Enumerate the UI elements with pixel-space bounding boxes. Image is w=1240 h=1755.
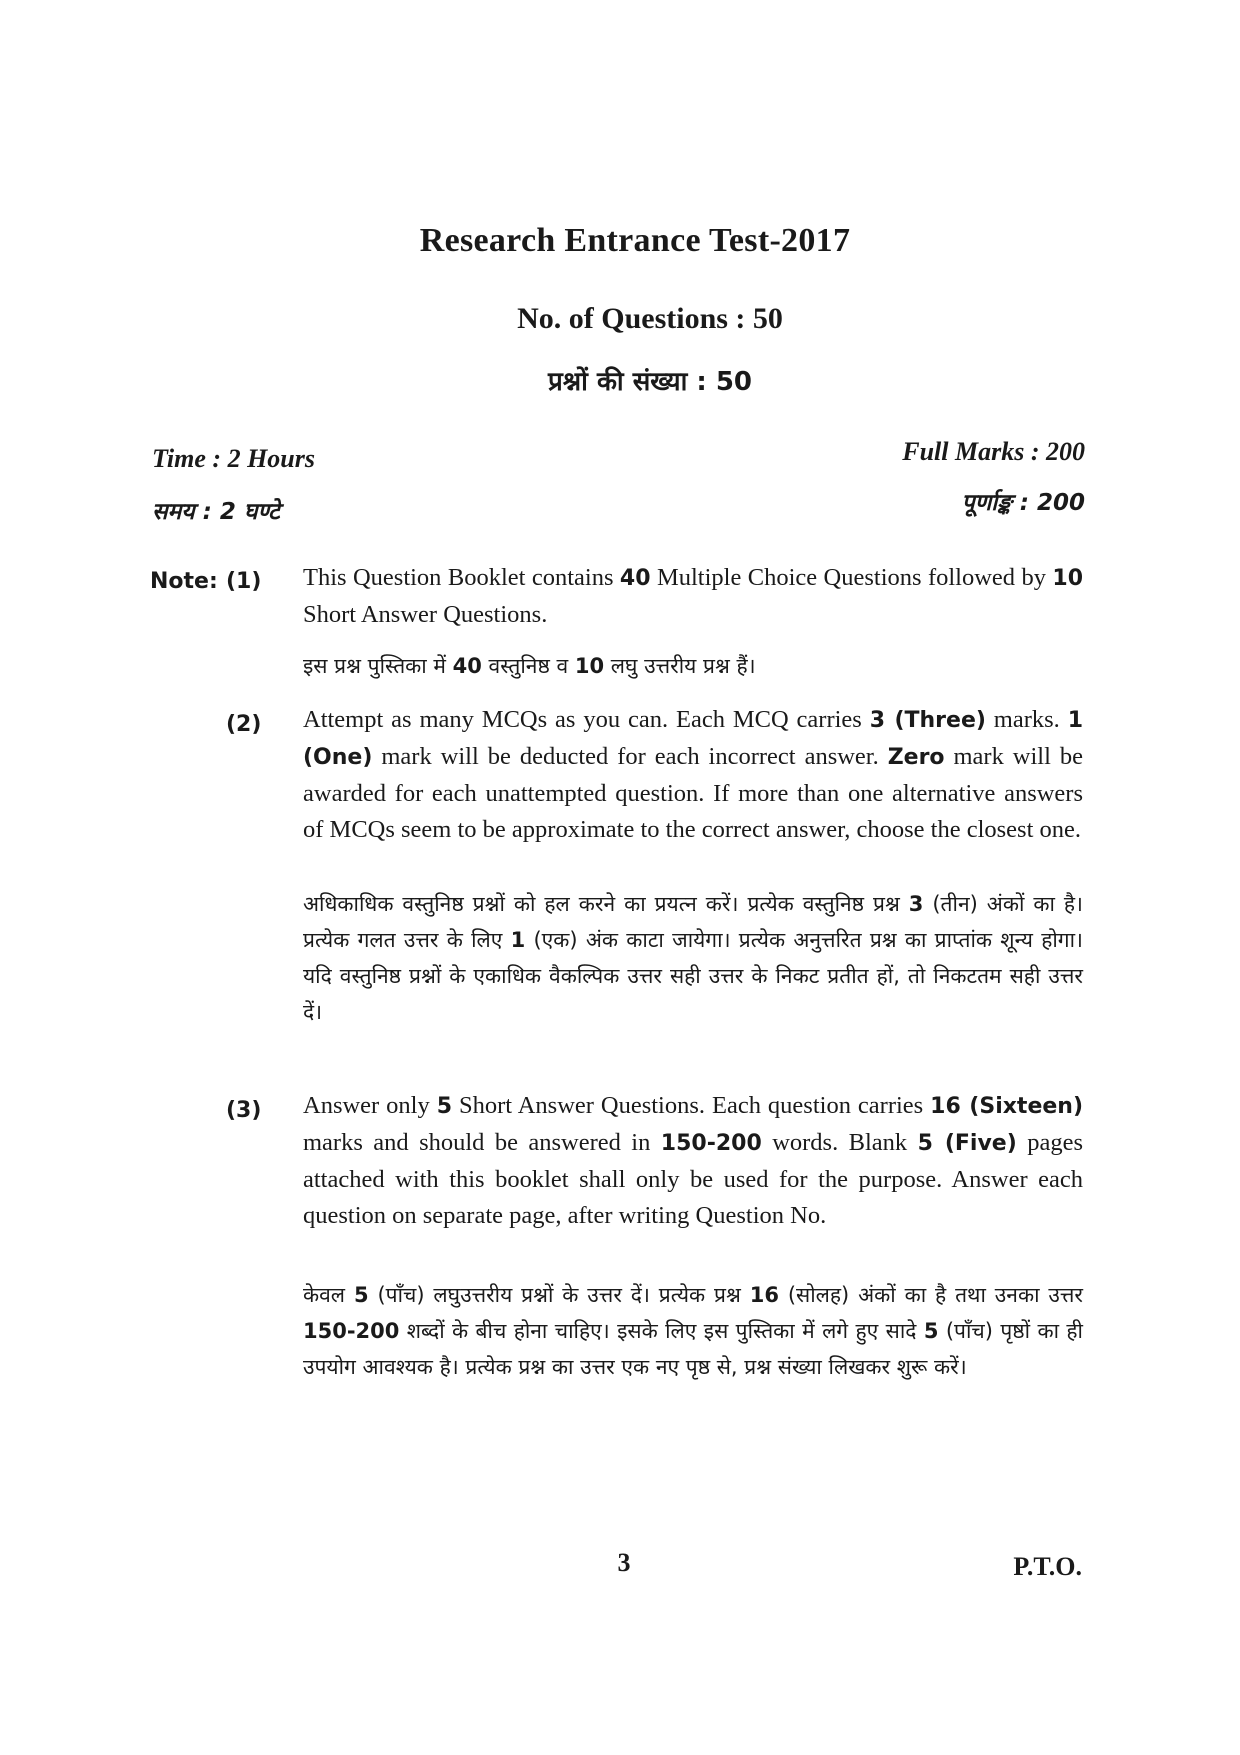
body-text: Multiple Choice Questions followed by xyxy=(650,564,1053,591)
body-text: mark will be deducted for each incorrect answer. xyxy=(372,743,888,770)
full-marks-hindi: पूर्णाङ्क : 200 xyxy=(961,490,1085,516)
please-turn-over: P.T.O. xyxy=(1013,1552,1082,1581)
note-number-3: (3) xyxy=(226,1098,262,1123)
question-count-hindi: प्रश्नों की संख्या : 50 xyxy=(548,367,752,397)
time-english: Time : 2 Hours xyxy=(152,444,315,473)
emphasis-text: 1 (One) xyxy=(303,708,1084,770)
body-text: marks. xyxy=(985,706,1068,733)
emphasis-text: 1 xyxy=(510,928,526,952)
emphasis-text: 5 xyxy=(353,1283,369,1307)
body-text: लघु उत्तरीय प्रश्न हैं। xyxy=(604,654,756,678)
body-text: केवल xyxy=(303,1283,354,1307)
body-text: marks and should be answered in xyxy=(303,1129,661,1156)
time-hindi: समय : 2 घण्टे xyxy=(152,499,280,525)
body-text: शब्दों के बीच होना चाहिए। इसके लिए इस पुस्तिका में लगे हुए सादे xyxy=(399,1319,924,1343)
note-2-hindi xyxy=(303,886,1083,1030)
emphasis-text: Zero xyxy=(887,745,945,770)
emphasis-text: 5 xyxy=(923,1319,939,1343)
emphasis-text: 3 (Three) xyxy=(869,708,986,733)
body-text: (पाँच) पृष्ठों का ही उपयोग आवश्यक है। प्रत्येक प्रश्न का उत्तर एक नए पृष्ठ से, प्रश्न संख्या लिखकर शुरू करें। xyxy=(303,1319,1083,1379)
emphasis-text: 3 xyxy=(908,892,924,916)
body-text: Short Answer Questions. xyxy=(303,601,548,628)
body-text: Attempt as many MCQs as you can. Each MCQ carries xyxy=(303,706,870,733)
body-text: (तीन) अंकों का है। प्रत्येक गलत उत्तर के लिए xyxy=(303,892,1083,952)
full-marks-english: Full Marks : 200 xyxy=(902,437,1085,466)
emphasis-text: 10 xyxy=(1052,566,1084,591)
note-label: Note: xyxy=(150,569,218,594)
emphasis-text: 150-200 xyxy=(303,1319,400,1343)
body-text: pages attached with this booklet shall only be used for the purpose. Answer each question on separate page, after writing Question No. xyxy=(303,1129,1083,1229)
body-text: mark will be awarded for each unattempted question. If more than one alternative answers of MCQs seem to be approximate to the correct answer, choose the closest one. xyxy=(303,743,1083,843)
emphasis-text: 40 xyxy=(452,654,482,678)
body-text: (पाँच) लघुउत्तरीय प्रश्नों के उत्तर दें। प्रत्येक प्रश्न xyxy=(368,1283,750,1307)
body-text: अधिकाधिक वस्तुनिष्ठ प्रश्नों को हल करने का प्रयत्न करें। प्रत्येक वस्तुनिष्ठ प्रश्न xyxy=(303,892,909,916)
emphasis-text: 10 xyxy=(574,654,605,678)
body-text: (एक) अंक काटा जायेगा। प्रत्येक अनुत्तरित प्रश्न का प्राप्तांक शून्य होगा। यदि वस्तुनिष्ठ प्रश्नों के एकाधिक वैकल्पिक उत्तर सही उत्तर के निकट प्रतीत हों, तो निकटतम सही उत्तर दें। xyxy=(303,928,1084,1024)
question-count-english: No. of Questions : 50 xyxy=(517,302,783,335)
body-text: इस प्रश्न पुस्तिका में xyxy=(303,654,453,678)
note-3-english xyxy=(303,1088,1083,1234)
body-text: Answer only xyxy=(303,1092,437,1119)
note-number-1: (1) xyxy=(226,569,262,594)
body-text: This Question Booklet contains xyxy=(303,564,620,591)
note-1-english xyxy=(303,560,1083,633)
note-2-english xyxy=(303,702,1083,848)
note-3-hindi xyxy=(303,1277,1083,1385)
emphasis-text: 16 xyxy=(749,1283,779,1307)
body-text: Short Answer Questions. Each question carries xyxy=(452,1092,931,1119)
body-text: words. Blank xyxy=(761,1129,918,1156)
note-1-hindi xyxy=(303,648,1083,684)
body-text: (सोलह) अंकों का है तथा उनका उत्तर xyxy=(778,1283,1084,1307)
emphasis-text: 16 (Sixteen) xyxy=(930,1094,1083,1119)
emphasis-text: 5 (Five) xyxy=(917,1131,1017,1156)
page-number: 3 xyxy=(617,1548,631,1577)
note-number-2: (2) xyxy=(226,712,262,737)
body-text: वस्तुनिष्ठ व xyxy=(481,654,575,678)
page-title: Research Entrance Test-2017 xyxy=(419,222,851,259)
emphasis-text: 40 xyxy=(619,566,651,591)
emphasis-text: 5 xyxy=(436,1094,453,1119)
emphasis-text: 150-200 xyxy=(660,1131,762,1156)
